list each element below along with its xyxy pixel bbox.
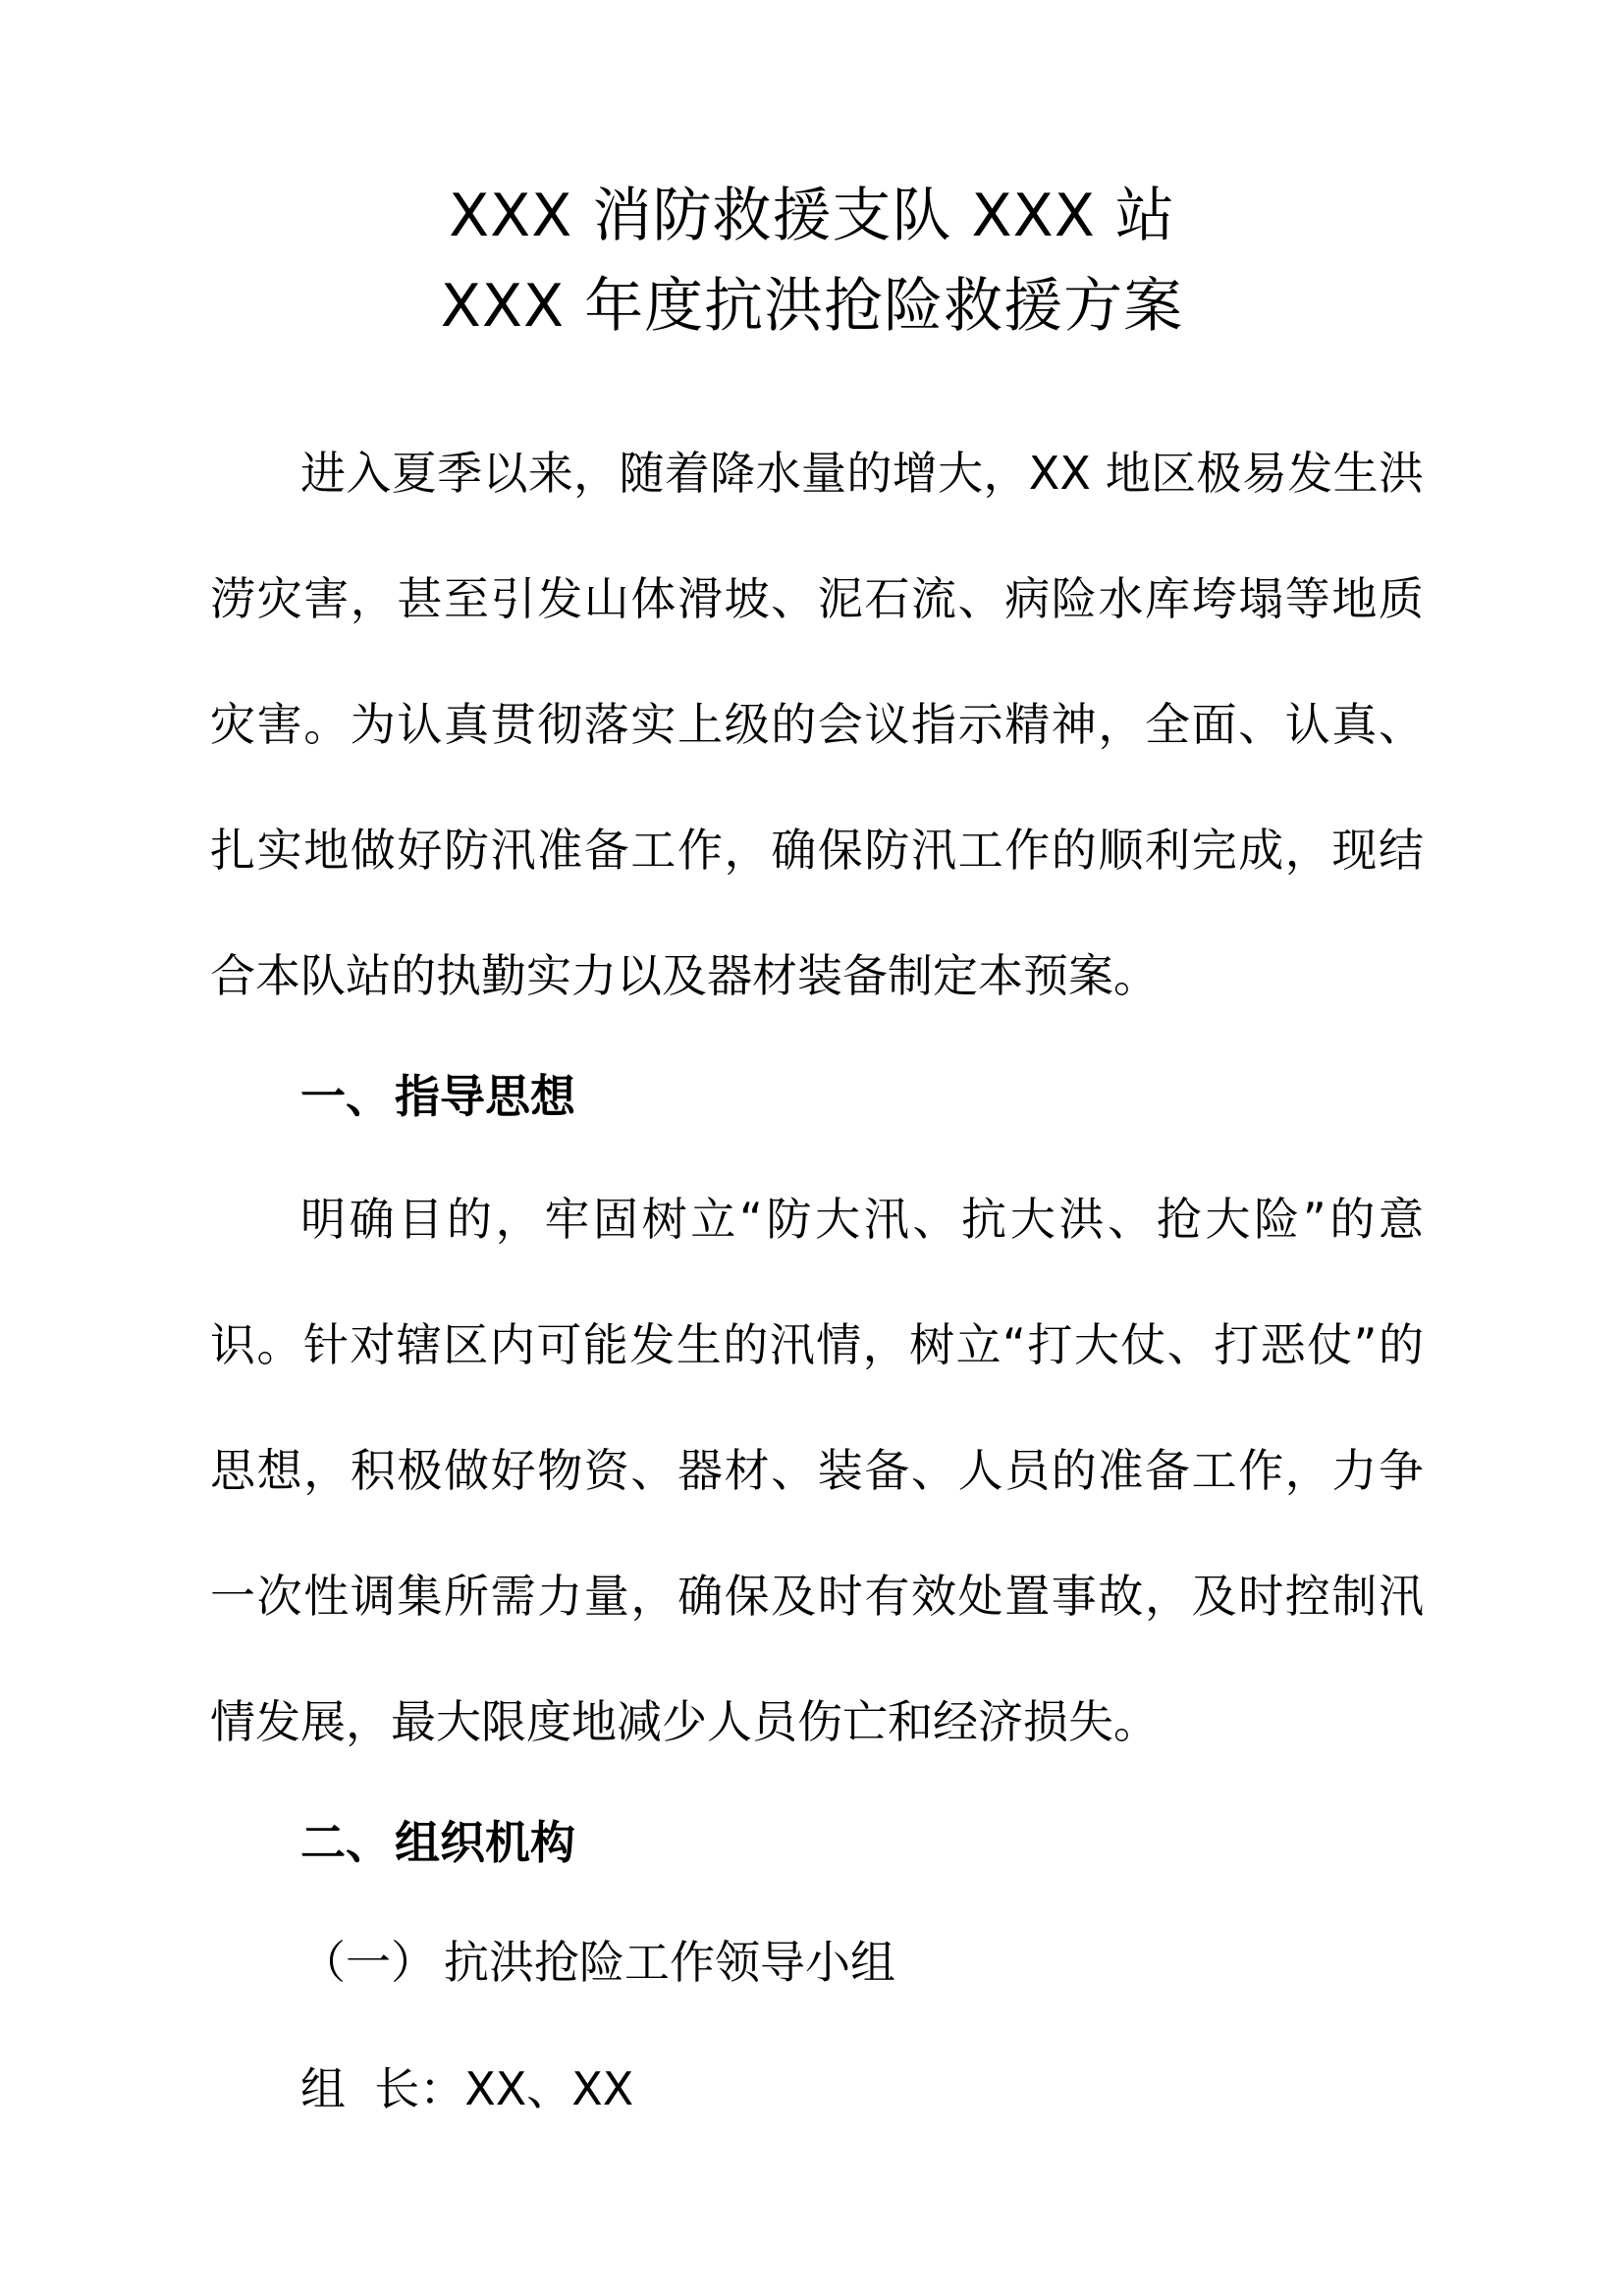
document-title-line-1: XXX 消防救援支队 XXX 站	[449, 182, 1175, 250]
section-heading-guiding-ideology	[300, 1067, 575, 1126]
section-title: 组织机构	[395, 1816, 575, 1869]
section-number: 一、	[300, 1070, 391, 1123]
subsection-heading-leadership-group	[300, 1933, 895, 1992]
guiding-ideology-paragraph: 明确目的，牢固树立“防大汛、抗大洪、抢大险”的意识。针对辖区内可能发生的汛情，树立“打大仗、打恶仗”的思想，积极做好物资、器材、装备、人员的准备工作，力争一次性调集所需力量，确保及时有效处置事故，及时控制汛情发展，最大限度地减少人员伤亡和经济损失。	[210, 1193, 1424, 1748]
subsection-title: 抗洪抢险工作领导小组	[444, 1936, 895, 1989]
subsection-number: （一）	[300, 1936, 436, 1989]
section-title: 指导思想	[395, 1070, 575, 1123]
group-leader-line	[300, 2059, 633, 2118]
intro-paragraph: 进入夏季以来，随着降水量的增大，XX 地区极易发生洪涝灾害，甚至引发山体滑坡、泥石流、病险水库垮塌等地质灾害。为认真贯彻落实上级的会议指示精神，全面、认真、扎实地做好防汛准备工作，确保防汛工作的顺利完成，现结合本队站的执勤实力以及器材装备制定本预案。	[210, 447, 1424, 1002]
section-heading-organization	[300, 1813, 575, 1872]
roster-value: XX、XX	[464, 2062, 634, 2115]
document-title-line-2: XXX 年度抗洪抢险救援方案	[440, 272, 1184, 341]
roster-label: 组 长：	[300, 2062, 465, 2115]
section-number: 二、	[300, 1816, 391, 1869]
